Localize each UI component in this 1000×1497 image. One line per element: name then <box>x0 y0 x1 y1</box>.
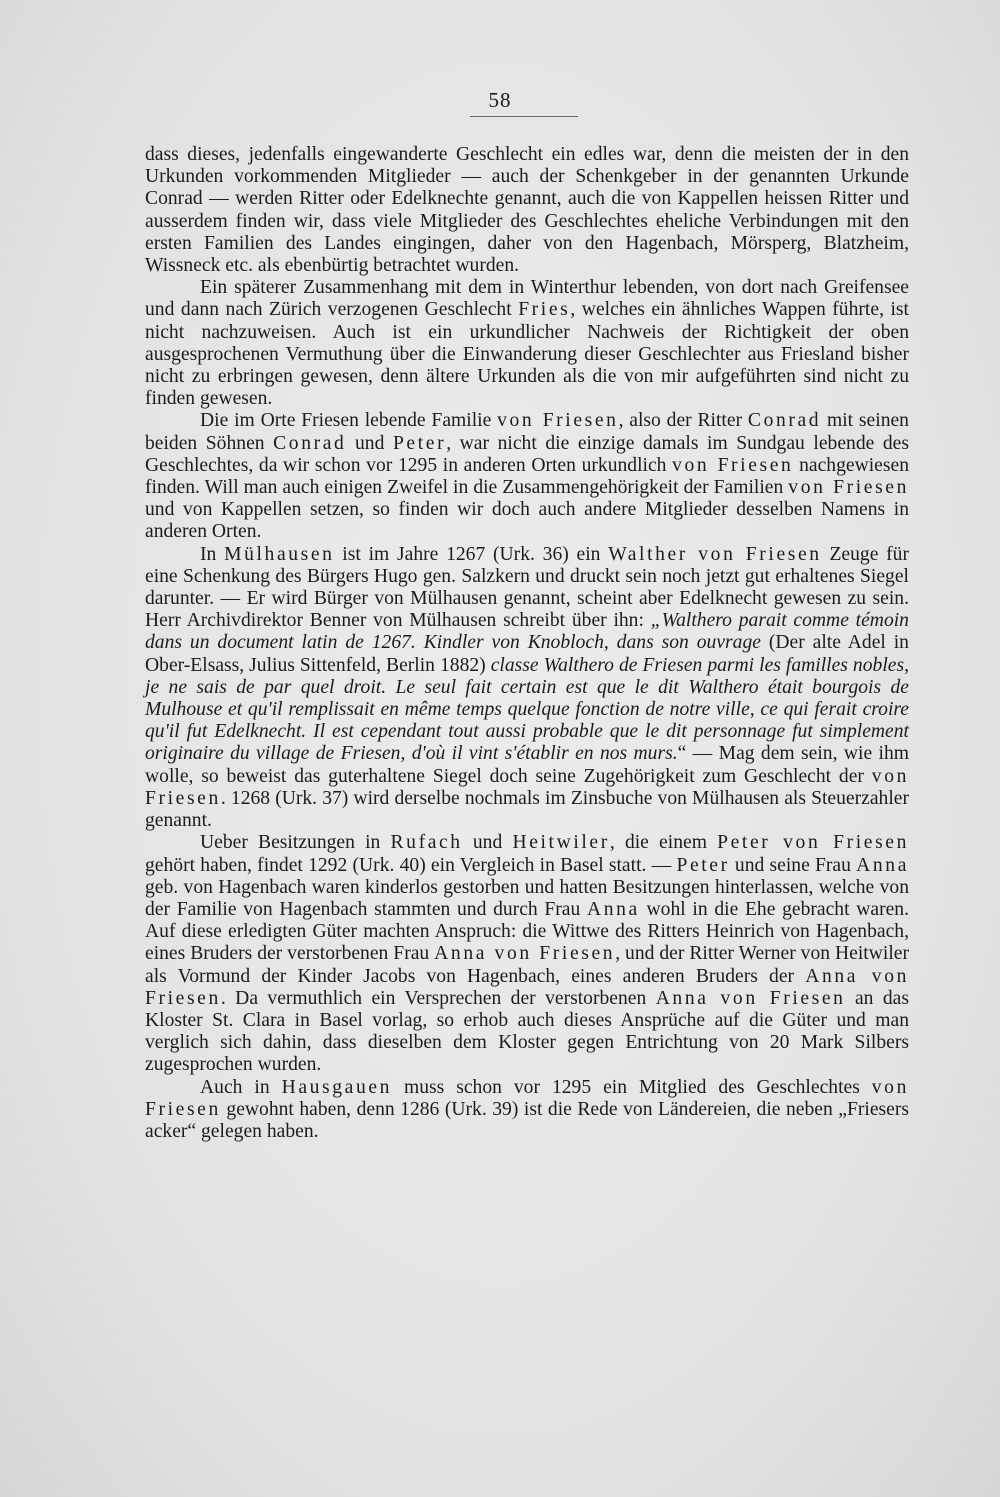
text-run: , und der Ritter Werner von Heitwiler als Vormund der Kinder Jacobs von Hagenbach, eines anderen Bruders der <box>145 943 909 987</box>
spaced-name: Heitwiler <box>512 832 610 854</box>
spaced-name: Rufach <box>390 832 463 854</box>
text-run: gehört haben, findet 1292 (Urk. 40) ein Vergleich in Basel statt. — <box>145 854 677 876</box>
paragraph <box>145 277 909 410</box>
spaced-name: Anna von Friesen <box>434 943 616 965</box>
page-number-rule <box>470 116 578 117</box>
italic-quote: classe Walthero de Friesen parmi les familles nobles, je ne sais de par quel droit. Le seul fait certain est que le dit Walthero était bourgois de Mulhouse et qu'il remplissait en même temps quelque fonction de notre ville, ce qui ferait croire qu'il fut Edelknecht. Il est cependant tout aussi probable que le dit personnage fut simplement originaire du village de Friesen, d'où il vint s'établir en nos murs. <box>145 654 909 765</box>
text-run: wohl in die Ehe gebracht waren. Auf diese erledigten Güter machten Anspruch: die Wittwe des Ritters Heinrich von Hagenbach, eines Bruders der verstorbenen Frau <box>145 898 910 965</box>
spaced-name: Anna von Friesen <box>145 965 909 1009</box>
paragraph <box>145 144 909 277</box>
spaced-name: Anna <box>587 898 640 920</box>
text-run: und seine Frau <box>729 854 857 876</box>
text-run: geb. von Hagenbach waren kinderlos gestorben und hatten Besitzungen hinterlassen, welche von der Familie von Hagenbach stammten und durch Frau <box>145 876 909 920</box>
spaced-name: Walther von Friesen <box>608 543 822 565</box>
paragraph <box>145 832 909 1076</box>
spaced-name: Hausgauen <box>281 1076 393 1098</box>
spaced-name: von Friesen <box>788 477 909 499</box>
page-number: 58 <box>488 88 512 112</box>
text-run: muss schon vor 1295 ein Mitglied des Geschlechtes <box>392 1076 872 1098</box>
text-run: gewohnt haben, denn 1286 (Urk. 39) ist die Rede von Ländereien, die neben „Friesers acker“ gelegen haben. <box>145 1098 909 1142</box>
text-run: ist im Jahre 1267 (Urk. 36) ein <box>334 543 609 565</box>
spaced-name: von Friesen <box>672 454 794 476</box>
text-run: . Da vermuthlich ein Versprechen der verstorbenen <box>220 987 656 1009</box>
text-run: , welches ein ähnliches Wappen führte, ist nicht nachzuweisen. Auch ist ein urkundlicher Nachweis der Richtigkeit der oben ausgesprochenen Vermuthung über die Einwanderung dieser Geschlechter aus Friesland bisher nicht zu erbringen gewesen, denn ältere Urkunden als die von mir aufgeführten sind nicht zu finden gewesen. <box>145 299 909 410</box>
spaced-name: von Friesen <box>145 1076 909 1120</box>
text-run: mit seinen beiden Söhnen <box>145 410 909 454</box>
spaced-name: Peter <box>392 432 447 454</box>
text-run: Ein späterer Zusammenhang mit dem in Winterthur lebenden, von dort nach Greifensee und dann nach Zürich verzogenen Geschlecht <box>145 277 909 321</box>
text-run: Auch in <box>200 1076 282 1098</box>
spaced-name: Fries <box>518 299 571 321</box>
spaced-name: Anna <box>856 854 909 876</box>
text-run: , die einem <box>609 832 718 854</box>
text-run: , also der Ritter <box>618 410 748 432</box>
text-run: Zeuge für eine Schenkung des Bürgers Hugo gen. Salzkern und druckt sein noch jetzt gut erhaltenes Siegel darunter. — Er wird Bürger von Mülhausen genannt, scheint aber Edelknecht gewesen zu sein. Herr Archivdirektor Benner von Mülhausen schreibt über ihn: <box>145 543 909 632</box>
text-run: und von Kappellen setzen, so finden wir doch auch andere Mitglieder desselben Namens in anderen Orten. <box>145 499 909 543</box>
paragraph <box>145 1077 909 1144</box>
spaced-name: Anna von Friesen <box>655 987 846 1009</box>
text-run: , war nicht die einzige damals im Sundgau lebende des Geschlechtes, da wir schon vor 1295 in anderen Orten urkundlich <box>145 432 910 476</box>
spaced-name: Peter <box>676 854 730 876</box>
spaced-name: Conrad <box>273 432 347 454</box>
text-run: an das Kloster St. Clara in Basel vorlag, so erhob auch dieses Ansprüche auf die Güter und man verglich sich dahin, dass dieselben dem Kloster gegen Entrichtung von 20 Mark Silbers zugesprochen wurden. <box>145 987 909 1076</box>
text-run: . 1268 (Urk. 37) wird derselbe nochmals im Zinsbuche von Mülhausen als Steuerzahler genannt. <box>145 787 909 832</box>
italic-quote: „Walthero parait comme témoin dans un document latin de 1267. Kindler von Knobloch, dans son ouvrage <box>145 610 909 654</box>
text-run: dass dieses, jedenfalls eingewanderte Geschlecht ein edles war, denn die meisten der in den Urkunden vorkommenden Mitglieder — auch der Schenkgeber in der genannten Urkunde Conrad — werden Ritter oder Edelknechte genannt, auch die von Kappellen heissen Ritter und ausserdem finden wir, dass viele Mitglieder des Geschlechtes eheliche Verbindungen mit den ersten Familien des Landes eingingen, daher von den Hagenbach, Mörsperg, Blatzheim, Wissneck etc. als ebenbürtig betrachtet wurden. <box>145 144 909 277</box>
spaced-name: Peter von Friesen <box>717 832 909 854</box>
body-text <box>145 144 909 1143</box>
spaced-name: Mülhausen <box>224 543 335 565</box>
text-run: In <box>200 543 225 565</box>
text-run: Die im Orte Friesen lebende Familie <box>200 410 498 432</box>
text-run: nachgewiesen finden. Will man auch einigen Zweifel in die Zusammengehörigkeit der Familien <box>145 454 909 499</box>
paragraph <box>145 410 909 543</box>
spaced-name: von Friesen <box>145 765 909 809</box>
text-run: und <box>462 832 513 854</box>
spaced-name: von Friesen <box>497 410 619 432</box>
paragraph <box>145 544 909 833</box>
spaced-name: Conrad <box>747 410 822 432</box>
text-run: Ueber Besitzungen in <box>200 832 391 854</box>
text-run: und <box>346 432 393 454</box>
text-run: “ — Mag dem sein, wie ihm wolle, so beweist das guterhaltene Siegel doch seine Zugehörigkeit zum Geschlecht der <box>145 743 909 787</box>
text-run: (Der alte Adel in Ober-Elsass, Julius Sittenfeld, Berlin 1882) <box>145 632 909 676</box>
